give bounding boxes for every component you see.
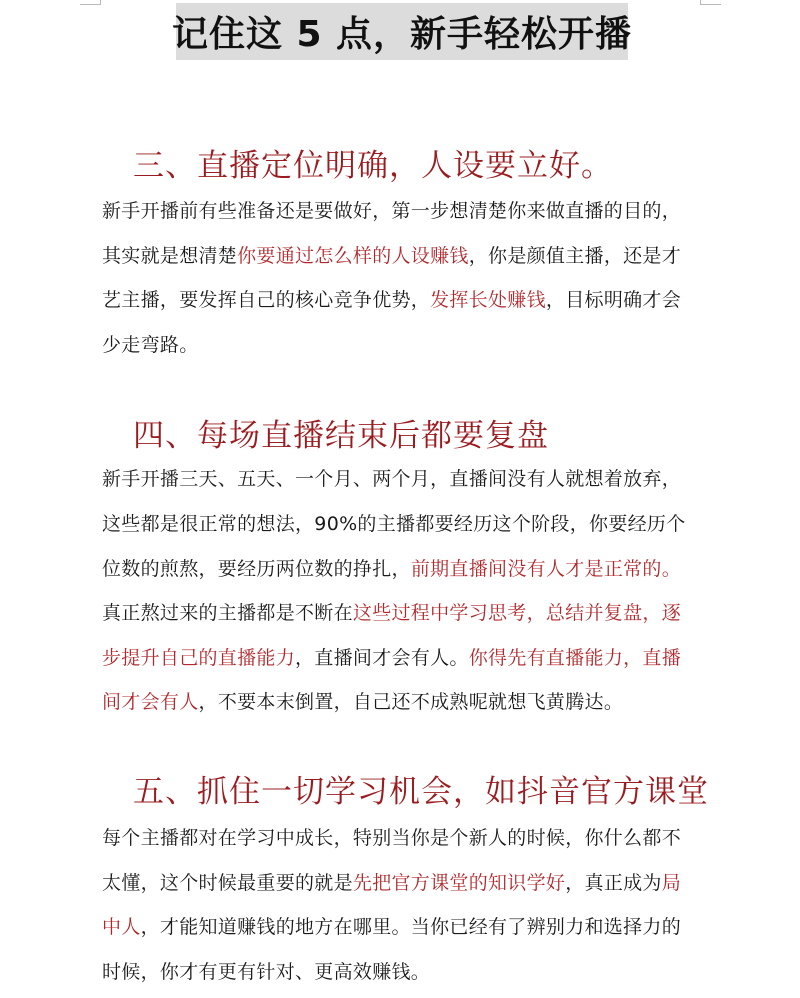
highlighted-text: 局 — [661, 872, 682, 894]
text-run: ，直播间才会有人。 — [295, 647, 469, 669]
highlighted-text: 发挥长处赚钱 — [430, 289, 546, 311]
text-run: 艺主播，要发挥自己的核心竞争优势， — [102, 289, 431, 311]
highlighted-text: 你得先有直播能力，直播 — [468, 647, 682, 669]
body-line — [102, 554, 681, 581]
page-corner-mark-left — [80, 0, 101, 5]
body-line — [102, 509, 686, 536]
page-title: 记住这 5 点，新手轻松开播 — [171, 14, 633, 55]
title-banner — [171, 3, 633, 60]
highlighted-text: 这些过程中学习思考，总结并复盘，逐 — [352, 602, 682, 624]
body-line — [102, 196, 681, 223]
text-run: 真正熬过来的主播都是不断在 — [102, 602, 353, 624]
body-line — [102, 464, 681, 491]
body-line — [102, 687, 623, 714]
highlighted-text: 步提升自己的直播能力 — [102, 647, 296, 669]
text-run: 位数的煎熬，要经历两位数的挣扎， — [102, 558, 411, 580]
text-run: ，目标明确才会 — [545, 289, 682, 311]
text-run: 新手开播三天、五天、一个月、两个月，直播间没有人就想着放弃， — [102, 468, 682, 490]
highlighted-text: 先把官方课堂的知识学好 — [352, 872, 566, 894]
body-line — [102, 241, 681, 268]
section-heading: 四、每场直播结束后都要复盘 — [133, 418, 549, 454]
text-run: ，才能知道赚钱的地方在哪里。当你已经有了辨别力和选择力的 — [140, 916, 682, 938]
text-run: 时候，你才有更有针对、更高效赚钱。 — [102, 961, 431, 983]
body-line — [102, 330, 199, 357]
text-run: 新手开播前有些准备还是要做好，第一步想清楚你来做直播的目的， — [102, 200, 682, 222]
text-run: 少走弯路。 — [102, 334, 199, 356]
body-line — [102, 643, 681, 670]
body-line — [102, 598, 681, 625]
body-line — [102, 285, 681, 312]
highlighted-text: 中人 — [102, 916, 141, 938]
text-run: ，不要本末倒置，自己还不成熟呢就想飞黄腾达。 — [198, 691, 624, 713]
body-line — [102, 823, 681, 850]
body-line — [102, 957, 430, 984]
highlighted-text: 前期直播间没有人才是正常的。 — [410, 558, 682, 580]
section-heading: 五、抓住一切学习机会，如抖音官方课堂 — [133, 774, 709, 810]
text-run: ，你是颜值主播，还是才 — [468, 245, 682, 267]
body-line — [102, 912, 681, 939]
highlighted-text: 间才会有人 — [102, 691, 199, 713]
text-run: 这些都是很正常的想法，90%的主播都要经历这个阶段，你要经历个 — [102, 513, 686, 535]
highlighted-text: 你要通过怎么样的人设赚钱 — [237, 245, 469, 267]
text-run: 每个主播都对在学习中成长，特别当你是个新人的时候，你什么都不 — [102, 827, 682, 849]
text-run: 太懂，这个时候最重要的就是 — [102, 872, 353, 894]
text-run: ，真正成为 — [565, 872, 662, 894]
page-corner-mark-right — [700, 0, 721, 5]
body-line — [102, 868, 681, 895]
section-heading: 三、直播定位明确，人设要立好。 — [133, 148, 613, 184]
text-run: 其实就是想清楚 — [102, 245, 238, 267]
